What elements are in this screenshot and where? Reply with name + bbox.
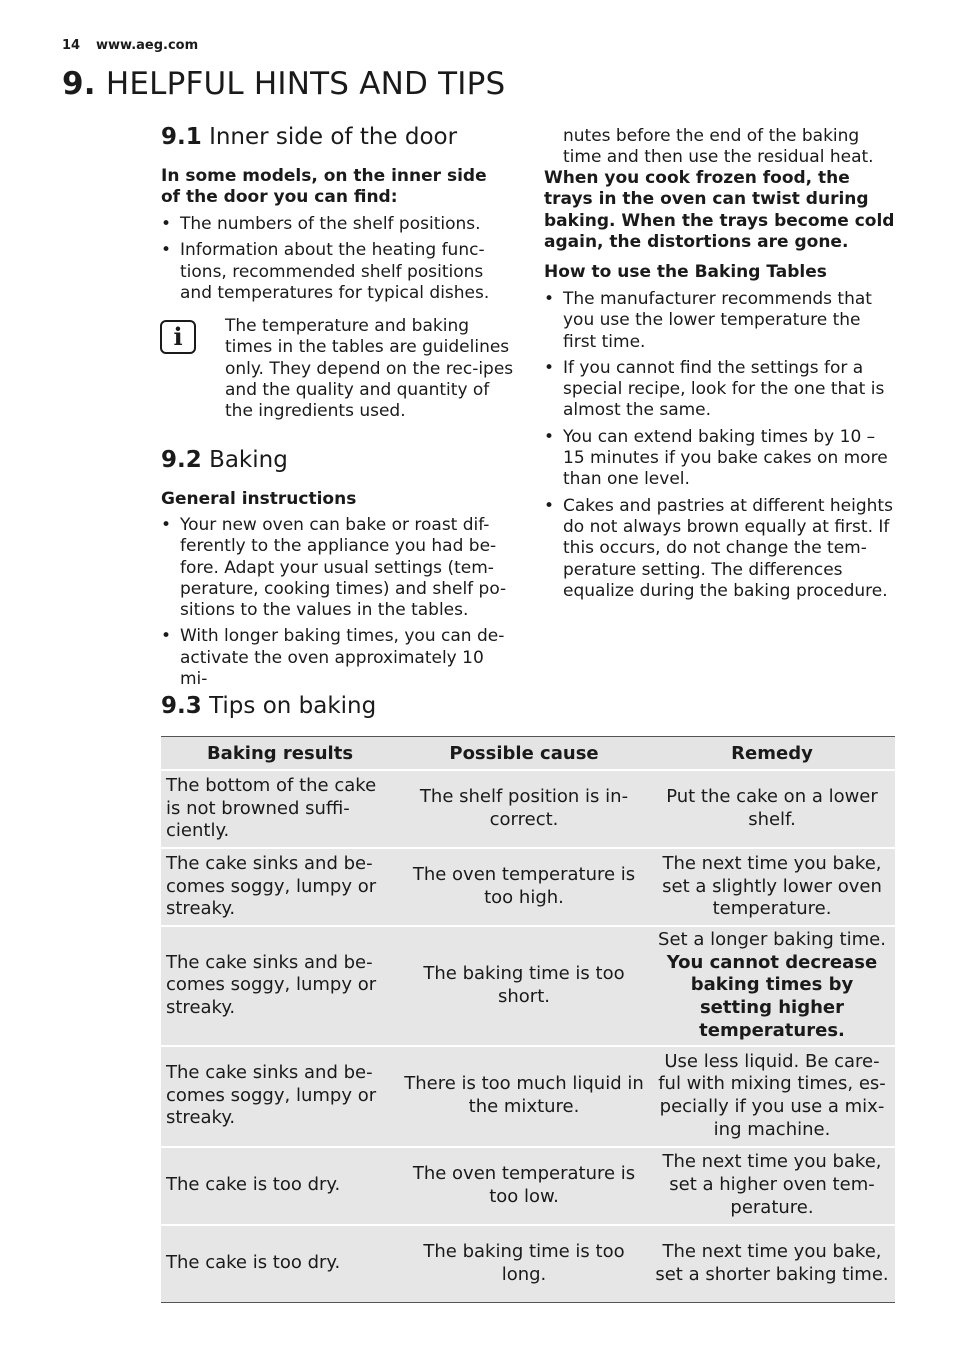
list-item: • Your new oven can bake or roast dif-ferently to the appliance you had be-fore. Adapt your usual settings (tem-perature, cooking times) and shelf po-sitions to the values in the tables. [161,515,516,621]
cause-cell: The oven temperature is too low. [399,1147,649,1225]
general-instructions-title: General instructions [161,489,357,509]
remedy-cell [649,770,895,848]
info-note: The temperature and baking times in the tables are guidelines only. They depend on the rec-ipes and the quality and quantity of the ingredients used. [225,316,514,422]
door-bullet-list [161,214,506,309]
list-item: • The numbers of the shelf positions. [161,214,506,235]
bullet-continuation: nutes before the end of the baking time and then use the residual heat. [563,126,874,168]
remedy-text: The next time you bake, set a slightly lower oven temperature. [662,852,882,920]
table-row [161,770,895,848]
remedy-cell [649,1225,895,1303]
remedy-cell [649,1046,895,1147]
section-heading-text: Baking [209,447,288,473]
list-item: • Cakes and pastries at different heights do not always brown equally at first. If this occurs, do not change the tem-perature setting. The differences equalize during the baking procedure. [544,496,896,602]
list-item: • You can extend baking times by 10 – 15 minutes if you bake cakes on more than one level. [544,427,896,491]
door-intro: In some models, on the inner side of the door you can find: [161,166,487,208]
remedy-cell [649,1147,895,1225]
result-cell: The cake is too dry. [161,1147,399,1225]
baking-tables-title: How to use the Baking Tables [544,262,827,282]
general-instructions-list [161,515,516,695]
result-cell: The cake sinks and be-comes soggy, lumpy or streaky. [161,926,399,1046]
info-icon [160,320,196,354]
column-header: Remedy [649,737,895,771]
chapter-title-text: HELPFUL HINTS AND TIPS [105,66,506,102]
chapter-number: 9. [62,66,96,102]
table-header-row [161,737,895,771]
cause-cell: There is too much liquid in the mixture. [399,1046,649,1147]
section-9-3-heading [161,693,376,719]
remedy-cell [649,926,895,1046]
cause-cell: The oven temperature is too high. [399,848,649,926]
list-item: • With longer baking times, you can de-activate the oven approximately 10 mi- [161,626,516,690]
result-cell: The cake is too dry. [161,1225,399,1303]
result-cell: The cake sinks and be-comes soggy, lumpy or streaky. [161,848,399,926]
baking-tables-list [544,289,896,607]
site-url: www.aeg.com [96,38,199,53]
section-number: 9.1 [161,124,202,150]
frozen-food-note: When you cook frozen food, the trays in the oven can twist during baking. When the trays become cold again, the distortions are gone. [544,168,895,252]
table-row [161,1147,895,1225]
remedy-cell [649,848,895,926]
column-header: Possible cause [399,737,649,771]
section-number: 9.3 [161,693,202,719]
info-icon-glyph: i [173,322,183,351]
table-row [161,1046,895,1147]
section-9-1-heading [161,124,457,150]
remedy-text: The next time you bake, set a higher oven tem-perature. [662,1151,882,1218]
section-heading-text: Tips on baking [209,693,377,719]
remedy-text: Put the cake on a lower shelf. [666,786,878,830]
table-row [161,926,895,1046]
section-number: 9.2 [161,447,202,473]
page-number: 14 [62,38,81,53]
result-cell: The bottom of the cake is not browned suffi-ciently. [161,770,399,848]
column-header: Baking results [161,737,399,771]
table-row [161,848,895,926]
list-item: • Information about the heating func-tions, recommended shelf positions and temperatures for typical dishes. [161,240,506,304]
remedy-text: Set a longer baking time. [658,929,886,950]
remedy-text: The next time you bake, set a shorter baking time. [655,1241,889,1285]
cause-cell: The baking time is too long. [399,1225,649,1303]
remedy-text: Use less liquid. Be care-ful with mixing times, es-pecially if you use a mix-ing machine. [658,1050,886,1140]
section-9-2-heading [161,447,288,473]
cause-cell: The shelf position is in-correct. [399,770,649,848]
cause-cell: The baking time is too short. [399,926,649,1046]
list-item: • The manufacturer recommends that you use the lower temperature the first time. [544,289,896,353]
section-heading-text: Inner side of the door [209,124,458,150]
chapter-title [62,66,505,102]
baking-tips-table [161,736,895,1303]
remedy-warning: You cannot decrease baking times by setting higher temperatures. [666,951,878,1041]
list-item: • If you cannot find the settings for a special recipe, look for the one that is almost the same. [544,358,896,422]
result-cell: The cake sinks and be-comes soggy, lumpy or streaky. [161,1046,399,1147]
table-row [161,1225,895,1303]
